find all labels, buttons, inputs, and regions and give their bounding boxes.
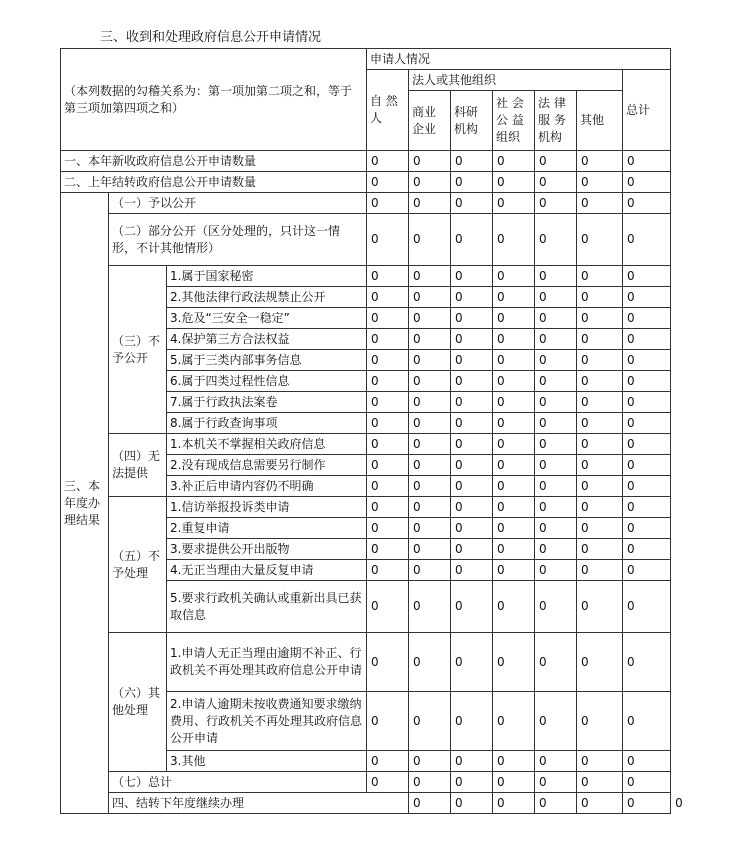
cell-value: 0 (451, 308, 493, 329)
cell-value: 0 (493, 539, 535, 560)
header-legal-group: 法人或其他组织 (409, 70, 623, 91)
cell-value: 0 (409, 350, 451, 371)
cell-value: 0 (409, 793, 451, 814)
row-label: 6.属于四类过程性信息 (167, 371, 367, 392)
table-row: 四、结转下年度继续办理 0 0 0 0 0 0 0 (61, 793, 671, 814)
cell-value: 0 (623, 392, 671, 413)
cell-value: 0 (451, 751, 493, 772)
cell-value: 0 (623, 793, 671, 814)
row-label: 5.要求行政机关确认或重新出具已获取信息 (167, 581, 367, 633)
cell-value: 0 (535, 434, 577, 455)
row-label: 2.重复申请 (167, 518, 367, 539)
cell-value: 0 (535, 214, 577, 266)
cell-value: 0 (367, 497, 409, 518)
cell-value: 0 (535, 308, 577, 329)
cell-value: 0 (367, 287, 409, 308)
cell-value: 0 (409, 172, 451, 193)
row-label: 1.本机关不掌握相关政府信息 (167, 434, 367, 455)
cell-value: 0 (367, 193, 409, 214)
row-label: （七）总计 (109, 772, 367, 793)
cell-value: 0 (409, 214, 451, 266)
cell-value: 0 (623, 371, 671, 392)
cell-value: 0 (451, 350, 493, 371)
cell-value: 0 (409, 308, 451, 329)
cell-value: 0 (577, 751, 623, 772)
cell-value: 0 (409, 151, 451, 172)
row-label: （二）部分公开（区分处理的，只计这一情形，不计其他情形） (109, 214, 367, 266)
cell-value: 0 (623, 560, 671, 581)
cell-value: 0 (367, 751, 409, 772)
cell-value: 0 (623, 751, 671, 772)
row-label: 2.申请人逾期未按收费通知要求缴纳费用、行政机关不再处理其政府信息公开申请 (167, 692, 367, 751)
cell-value: 0 (577, 392, 623, 413)
header-other: 其他 (577, 91, 623, 151)
cell-value: 0 (367, 633, 409, 692)
cell-value: 0 (451, 287, 493, 308)
cell-value: 0 (409, 413, 451, 434)
cell-value: 0 (451, 151, 493, 172)
cell-value: 0 (535, 413, 577, 434)
cell-value: 0 (451, 455, 493, 476)
cell-value: 0 (367, 413, 409, 434)
cell-value: 0 (535, 692, 577, 751)
cell-value: 0 (577, 172, 623, 193)
cell-value: 0 (623, 329, 671, 350)
cell-value: 0 (451, 476, 493, 497)
cell-value: 0 (535, 329, 577, 350)
cell-value: 0 (493, 497, 535, 518)
cell-value: 0 (493, 151, 535, 172)
cell-value: 0 (409, 518, 451, 539)
cell-value: 0 (493, 371, 535, 392)
cell-value: 0 (409, 329, 451, 350)
cell-value: 0 (493, 392, 535, 413)
cell-value: 0 (409, 539, 451, 560)
cell-value: 0 (535, 287, 577, 308)
cell-value: 0 (535, 497, 577, 518)
header-applicant: 申请人情况 (367, 49, 671, 70)
cell-value: 0 (367, 266, 409, 287)
cell-value: 0 (623, 455, 671, 476)
cell-value: 0 (623, 581, 671, 633)
cell-value: 0 (577, 413, 623, 434)
cell-value: 0 (409, 476, 451, 497)
cell-value: 0 (409, 434, 451, 455)
header-business: 商业企业 (409, 91, 451, 151)
cell-value: 0 (409, 772, 451, 793)
cell-value: 0 (493, 413, 535, 434)
cell-value: 0 (535, 266, 577, 287)
cell-value: 0 (623, 539, 671, 560)
cell-value: 0 (367, 476, 409, 497)
row-label: 1.属于国家秘密 (167, 266, 367, 287)
header-research: 科研机构 (451, 91, 493, 151)
cell-value: 0 (409, 371, 451, 392)
table-row (61, 434, 671, 455)
row-label: 3.要求提供公开出版物 (167, 539, 367, 560)
cell-value: 0 (493, 518, 535, 539)
cell-value: 0 (409, 692, 451, 751)
cell-value: 0 (493, 581, 535, 633)
cell-value: 0 (577, 308, 623, 329)
cell-value: 0 (367, 518, 409, 539)
cell-value: 0 (623, 476, 671, 497)
cell-value: 0 (535, 539, 577, 560)
group-other-handling: （六）其他处理 (109, 633, 167, 772)
header-legal-service: 法 律 服 务 机构 (535, 91, 577, 151)
cell-value: 0 (493, 434, 535, 455)
cell-value: 0 (451, 772, 493, 793)
cell-value: 0 (535, 172, 577, 193)
table-row (61, 151, 671, 172)
cell-value: 0 (451, 633, 493, 692)
cell-value: 0 (451, 581, 493, 633)
cell-value: 0 (367, 350, 409, 371)
cell-value: 0 (367, 172, 409, 193)
cell-value: 0 (451, 413, 493, 434)
header-note: （本列数据的勾稽关系为：第一项加第二项之和，等于第三项加第四项之和） (61, 49, 367, 151)
cell-value: 0 (451, 497, 493, 518)
cell-value: 0 (535, 476, 577, 497)
cell-value: 0 (409, 392, 451, 413)
cell-value: 0 (409, 455, 451, 476)
cell-value: 0 (577, 151, 623, 172)
cell-value: 0 (493, 455, 535, 476)
cell-value: 0 (409, 287, 451, 308)
cell-value: 0 (535, 772, 577, 793)
cell-value: 0 (409, 193, 451, 214)
cell-value: 0 (451, 518, 493, 539)
cell-value: 0 (577, 633, 623, 692)
cell-value: 0 (577, 476, 623, 497)
cell-value: 0 (623, 308, 671, 329)
row-label: 1.信访举报投诉类申请 (167, 497, 367, 518)
cell-value: 0 (623, 772, 671, 793)
cell-value: 0 (577, 539, 623, 560)
cell-value: 0 (577, 497, 623, 518)
cell-value: 0 (451, 172, 493, 193)
cell-value: 0 (623, 266, 671, 287)
cell-value: 0 (409, 497, 451, 518)
row-label: 2.没有现成信息需要另行制作 (167, 455, 367, 476)
header-natural-person: 自 然 人 (367, 70, 409, 151)
cell-value: 0 (367, 329, 409, 350)
row-label: 2.其他法律行政法规禁止公开 (167, 287, 367, 308)
cell-value: 0 (451, 371, 493, 392)
cell-value: 0 (493, 476, 535, 497)
cell-value: 0 (577, 581, 623, 633)
cell-value: 0 (367, 692, 409, 751)
cell-value: 0 (535, 518, 577, 539)
table-row (61, 172, 671, 193)
cell-value: 0 (493, 329, 535, 350)
cell-value: 0 (623, 350, 671, 371)
cell-value: 0 (535, 581, 577, 633)
table-row (61, 193, 671, 214)
cell-value: 0 (493, 692, 535, 751)
cell-value: 0 (535, 193, 577, 214)
row-label: 4.无正当理由大量反复申请 (167, 560, 367, 581)
cell-value: 0 (623, 633, 671, 692)
header-total: 总计 (623, 70, 671, 151)
cell-value: 0 (451, 560, 493, 581)
cell-value: 0 (451, 214, 493, 266)
cell-value: 0 (367, 455, 409, 476)
cell-value: 0 (535, 151, 577, 172)
cell-value: 0 (451, 392, 493, 413)
cell-value: 0 (623, 151, 671, 172)
row-label: 二、上年结转政府信息公开申请数量 (61, 172, 367, 193)
cell-value: 0 (367, 560, 409, 581)
cell-value: 0 (451, 193, 493, 214)
section-year-result: 三、本年度办理结果 (61, 193, 109, 814)
cell-value: 0 (493, 287, 535, 308)
cell-value: 0 (535, 793, 577, 814)
cell-value: 0 (623, 287, 671, 308)
cell-value: 0 (493, 350, 535, 371)
group-unable-provide: （四）无法提供 (109, 434, 167, 497)
row-label: 3.补正后申请内容仍不明确 (167, 476, 367, 497)
group-not-disclosed: （三）不予公开 (109, 266, 167, 434)
cell-value: 0 (535, 392, 577, 413)
cell-value: 0 (623, 692, 671, 751)
cell-value: 0 (577, 329, 623, 350)
cell-value: 0 (623, 434, 671, 455)
cell-value: 0 (493, 560, 535, 581)
cell-value: 0 (623, 413, 671, 434)
cell-value: 0 (623, 497, 671, 518)
cell-value: 0 (493, 772, 535, 793)
cell-value: 0 (367, 151, 409, 172)
cell-value: 0 (367, 434, 409, 455)
cell-value: 0 (367, 392, 409, 413)
cell-value: 0 (409, 581, 451, 633)
cell-value: 0 (451, 692, 493, 751)
cell-value: 0 (367, 772, 409, 793)
cell-value: 0 (577, 560, 623, 581)
section-title: 三、收到和处理政府信息公开申请情况 (100, 30, 322, 45)
cell-value: 0 (577, 214, 623, 266)
row-label: 1.申请人无正当理由逾期不补正、行政机关不再处理其政府信息公开申请 (167, 633, 367, 692)
cell-value: 0 (577, 455, 623, 476)
row-label: 8.属于行政查询事项 (167, 413, 367, 434)
application-stats-table (60, 48, 683, 814)
header-social: 社 会 公 益 组织 (493, 91, 535, 151)
cell-value: 0 (535, 455, 577, 476)
cell-value: 0 (577, 350, 623, 371)
cell-value: 0 (577, 518, 623, 539)
cell-value: 0 (409, 751, 451, 772)
cell-value: 0 (451, 434, 493, 455)
cell-value: 0 (493, 633, 535, 692)
cell-value: 0 (535, 350, 577, 371)
row-label: （一）予以公开 (109, 193, 367, 214)
table-row (61, 214, 671, 266)
table-row (61, 772, 671, 793)
cell-value: 0 (367, 371, 409, 392)
table-row (61, 266, 671, 287)
cell-value: 0 (367, 539, 409, 560)
row-label: 3.危及“三安全一稳定” (167, 308, 367, 329)
cell-value: 0 (367, 214, 409, 266)
cell-value: 0 (535, 371, 577, 392)
row-label: 5.属于三类内部事务信息 (167, 350, 367, 371)
cell-value: 0 (451, 793, 493, 814)
cell-value: 0 (577, 692, 623, 751)
cell-value: 0 (623, 214, 671, 266)
cell-value: 0 (493, 308, 535, 329)
cell-value: 0 (409, 633, 451, 692)
cell-value: 0 (577, 287, 623, 308)
cell-value: 0 (577, 193, 623, 214)
cell-value: 0 (577, 772, 623, 793)
cell-value: 0 (623, 172, 671, 193)
cell-value: 0 (623, 518, 671, 539)
table-row (61, 497, 671, 518)
cell-value: 0 (451, 266, 493, 287)
row-label: 7.属于行政执法案卷 (167, 392, 367, 413)
cell-value: 0 (493, 751, 535, 772)
group-not-processed: （五）不予处理 (109, 497, 167, 633)
cell-value: 0 (577, 266, 623, 287)
table-row (61, 633, 671, 692)
cell-value: 0 (493, 193, 535, 214)
cell-value: 0 (535, 751, 577, 772)
row-label: 4.保护第三方合法权益 (167, 329, 367, 350)
cell-value: 0 (577, 793, 623, 814)
cell-value: 0 (409, 266, 451, 287)
cell-value: 0 (493, 793, 535, 814)
cell-value: 0 (493, 214, 535, 266)
cell-value: 0 (535, 560, 577, 581)
cell-value: 0 (367, 581, 409, 633)
row-label: 一、本年新收政府信息公开申请数量 (61, 151, 367, 172)
cell-value: 0 (451, 539, 493, 560)
cell-value: 0 (577, 434, 623, 455)
cell-value: 0 (493, 266, 535, 287)
row-label: 3.其他 (167, 751, 367, 772)
cell-value: 0 (535, 633, 577, 692)
cell-value: 0 (493, 172, 535, 193)
cell-value: 0 (409, 560, 451, 581)
cell-value: 0 (451, 329, 493, 350)
cell-value: 0 (577, 371, 623, 392)
cell-value: 0 (623, 193, 671, 214)
cell-value: 0 (367, 308, 409, 329)
row-label: 四、结转下年度继续办理 (109, 793, 409, 814)
